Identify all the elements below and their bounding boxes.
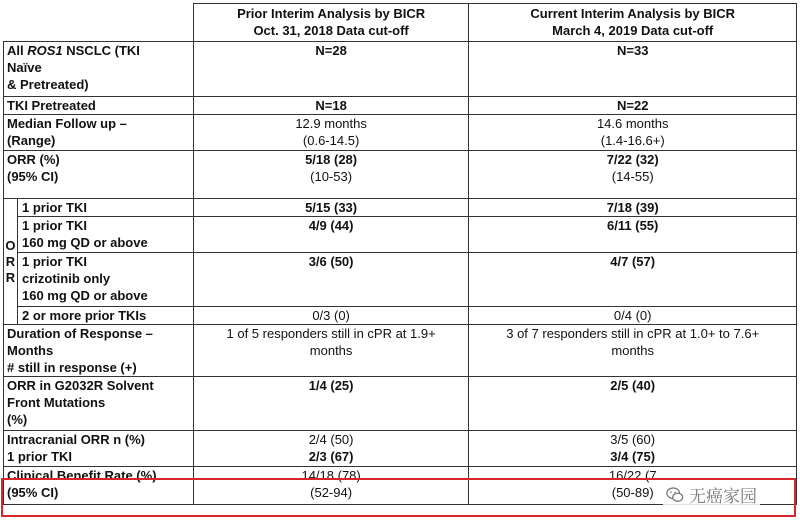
value-followup-current: 14.6 months (1.4-16.6+) xyxy=(469,115,797,151)
label-all-post: NSCLC (TKI xyxy=(62,43,140,58)
watermark xyxy=(663,482,760,507)
row-orr-crizotinib xyxy=(4,253,797,307)
label-all-line3: & Pretreated) xyxy=(7,77,89,92)
value-g2032r-current: 2/5 (40) xyxy=(469,377,797,431)
label-orr: ORR (%) (95% CI) xyxy=(4,151,194,199)
value-cbr-prior: 14/18 (78) (52-94) xyxy=(193,467,469,505)
value-crizotinib-prior: 3/6 (50) xyxy=(193,253,469,307)
value-all-prior: N=28 xyxy=(193,42,469,97)
label-ros1-italic: ROS1 xyxy=(27,43,63,58)
value-orr-current: 7/22 (32) (14-55) xyxy=(469,151,797,199)
label-2-or-more-tkis: 2 or more prior TKIs xyxy=(17,307,193,325)
value-tki-prior: N=18 xyxy=(193,97,469,115)
value-intracranial-prior: 2/4 (50) 2/3 (67) xyxy=(193,431,469,467)
value-160mg-current: 6/11 (55) xyxy=(469,217,797,253)
row-all-ros1 xyxy=(4,42,797,97)
row-intracranial-orr xyxy=(4,431,797,467)
orr-side-label: O R R xyxy=(4,199,18,325)
row-orr-1-prior-tki xyxy=(4,199,797,217)
header-row xyxy=(4,4,797,42)
wechat-icon xyxy=(666,486,684,504)
label-clinical-benefit-rate: Clinical Benefit Rate (%) (95% CI) xyxy=(4,467,194,505)
label-all-line2: Naïve xyxy=(7,60,42,75)
header-current-line1: Current Interim Analysis by BICR xyxy=(530,6,736,21)
row-orr xyxy=(4,151,797,199)
label-intracranial-orr: Intracranial ORR n (%) 1 prior TKI xyxy=(4,431,194,467)
watermark-text: 无癌家园 xyxy=(689,487,757,506)
value-2-or-more-prior: 0/3 (0) xyxy=(193,307,469,325)
value-dor-current: 3 of 7 responders still in cPR at 1.0+ to 7.6+ months xyxy=(469,325,797,377)
value-cbr-current: 16/22 (7 (50-89) xyxy=(469,467,797,505)
label-crizotinib-only: 1 prior TKI crizotinib only 160 mg QD or above xyxy=(17,253,193,307)
results-table xyxy=(3,3,797,505)
label-all-pre: All xyxy=(7,43,28,58)
header-prior-analysis xyxy=(193,4,469,42)
row-g2032r xyxy=(4,377,797,431)
header-current-analysis xyxy=(469,4,797,42)
value-1-prior-tki-current: 7/18 (39) xyxy=(469,199,797,217)
value-tki-current: N=22 xyxy=(469,97,797,115)
row-median-followup xyxy=(4,115,797,151)
label-duration-of-response: Duration of Response – Months # still in response (+) xyxy=(4,325,194,377)
label-1-prior-160mg: 1 prior TKI 160 mg QD or above xyxy=(17,217,193,253)
row-orr-2-or-more xyxy=(4,307,797,325)
row-tki-pretreated xyxy=(4,97,797,115)
label-all-ros1 xyxy=(4,42,194,97)
value-intracranial-current: 3/5 (60) 3/4 (75) xyxy=(469,431,797,467)
label-1-prior-tki: 1 prior TKI xyxy=(17,199,193,217)
value-dor-prior: 1 of 5 responders still in cPR at 1.9+ months xyxy=(193,325,469,377)
row-duration-of-response xyxy=(4,325,797,377)
header-current-line2: March 4, 2019 Data cut-off xyxy=(552,23,714,38)
header-prior-line2: Oct. 31, 2018 Data cut-off xyxy=(253,23,409,38)
label-g2032r: ORR in G2032R Solvent Front Mutations (%) xyxy=(4,377,194,431)
value-1-prior-tki-prior: 5/15 (33) xyxy=(193,199,469,217)
header-prior-line1: Prior Interim Analysis by BICR xyxy=(237,6,426,21)
value-2-or-more-current: 0/4 (0) xyxy=(469,307,797,325)
value-all-current: N=33 xyxy=(469,42,797,97)
value-orr-prior: 5/18 (28) (10-53) xyxy=(193,151,469,199)
value-160mg-prior: 4/9 (44) xyxy=(193,217,469,253)
value-followup-prior: 12.9 months (0.6-14.5) xyxy=(193,115,469,151)
label-followup: Median Follow up – (Range) xyxy=(4,115,194,151)
value-g2032r-prior: 1/4 (25) xyxy=(193,377,469,431)
label-tki-pretreated: TKI Pretreated xyxy=(4,97,194,115)
row-orr-160mg xyxy=(4,217,797,253)
header-blank xyxy=(4,4,194,42)
value-crizotinib-current: 4/7 (57) xyxy=(469,253,797,307)
